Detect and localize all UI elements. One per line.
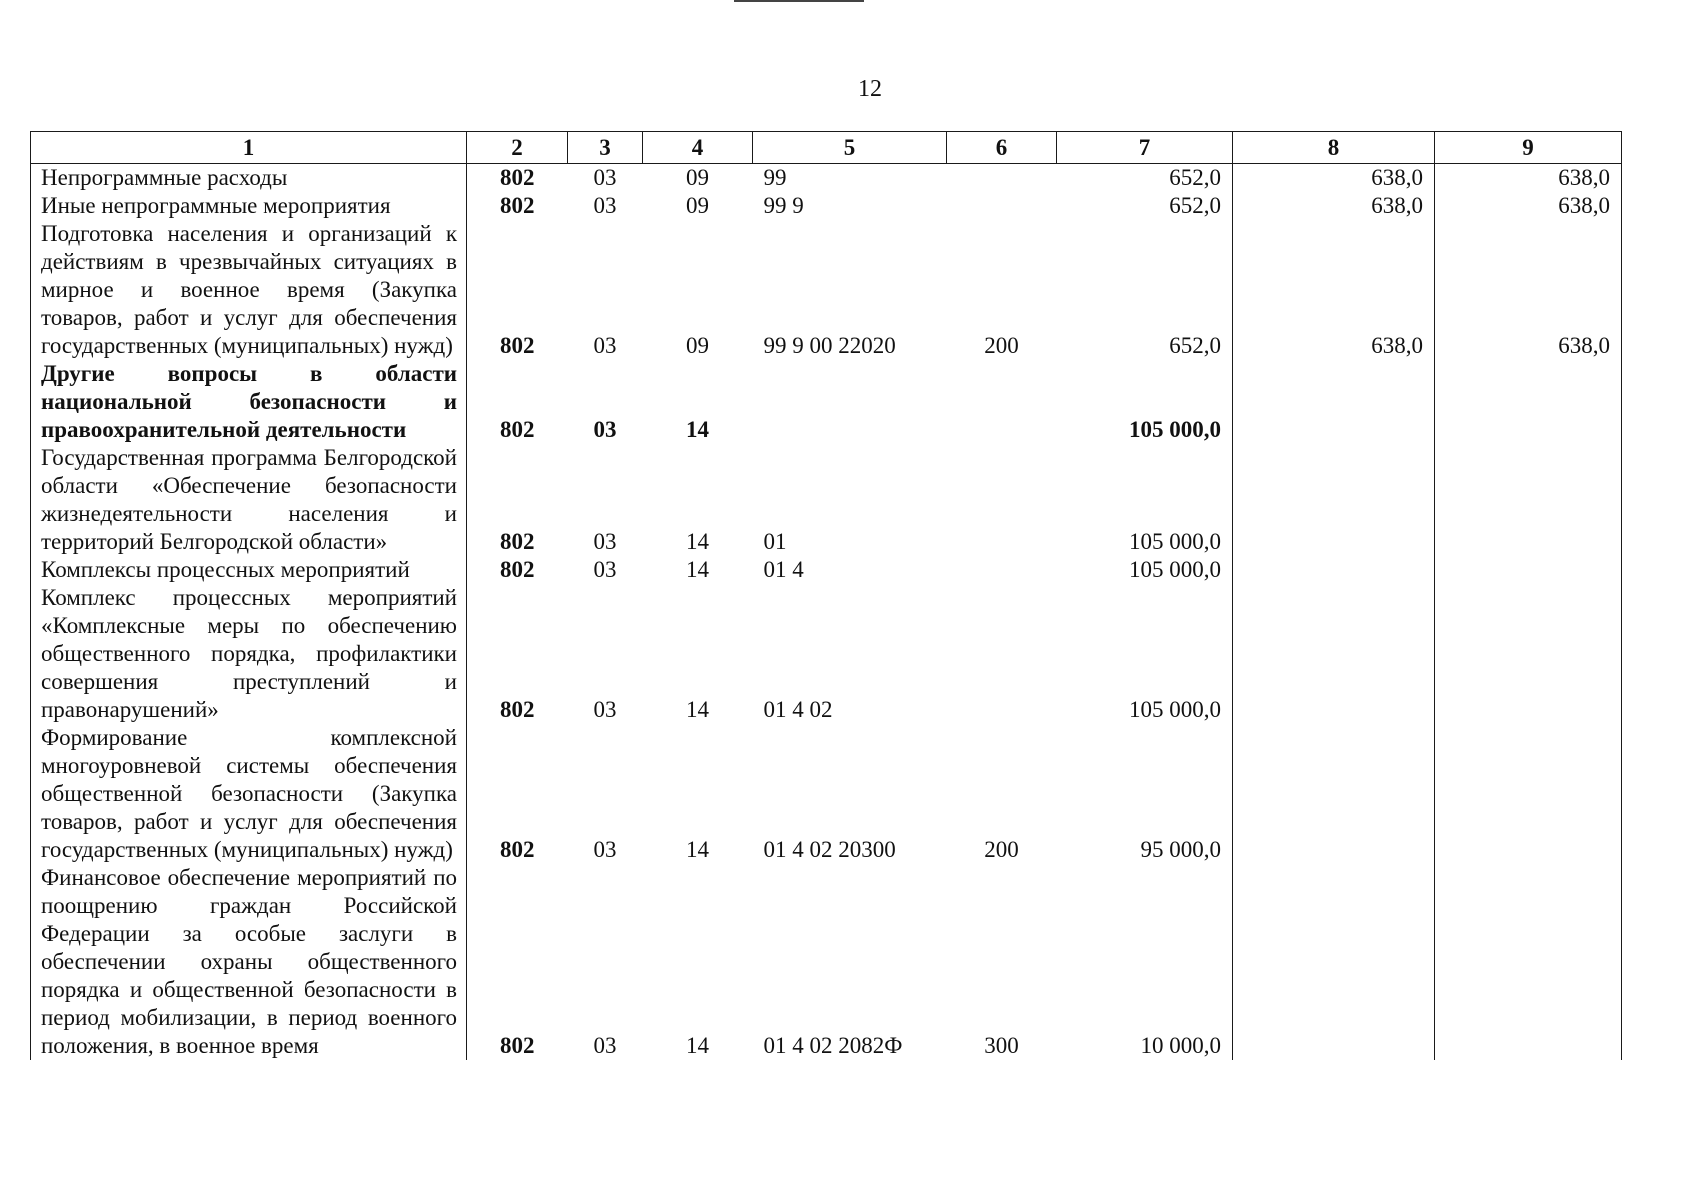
row-section: 03	[593, 697, 617, 722]
row-amount-year1: 105 000,0	[1057, 360, 1233, 444]
row-name: Иные непрограммные мероприятия	[31, 192, 467, 220]
row-section: 03	[593, 333, 617, 358]
column-header-7: 7	[1057, 132, 1233, 164]
row-expense-type	[947, 556, 1057, 584]
row-name: Финансовое обеспечение мероприятий по поощрению граждан Российской Федерации за особые заслуги в обеспечении охраны общественного порядка и общественной безопасности в период мобилизации, в период военного положения, в военное время	[31, 864, 467, 1060]
row-expense-type	[947, 192, 1057, 220]
row-subsection: 14	[686, 1033, 709, 1058]
row-target-article: 99 9 00 22020	[763, 333, 896, 358]
row-expense-type: 200	[984, 837, 1019, 862]
row-amount-year1: 105 000,0	[1057, 556, 1233, 584]
row-subsection: 09	[686, 165, 709, 190]
row-expense-type	[947, 360, 1057, 444]
row-name: Непрограммные расходы	[31, 164, 467, 193]
row-amount-year3: 638,0	[1435, 220, 1622, 360]
table-row	[31, 192, 1622, 220]
row-target-article: 01 4 02 2082Ф	[763, 1033, 903, 1058]
table-row	[31, 556, 1622, 584]
row-target-article: 99	[763, 165, 787, 190]
row-target-article: 99 9	[763, 193, 804, 218]
row-name: Государственная программа Белгородской области «Обеспечение безопасности жизнедеятельности населения и территорий Белгородской области»	[31, 444, 467, 556]
row-expense-type	[947, 584, 1057, 724]
row-amount-year2	[1233, 360, 1435, 444]
row-target-article: 01 4 02 20300	[763, 837, 896, 862]
table-row	[31, 164, 1622, 193]
row-section: 03	[593, 529, 617, 554]
row-amount-year3: 638,0	[1435, 192, 1622, 220]
table-row	[31, 724, 1622, 864]
column-header-9: 9	[1435, 132, 1622, 164]
row-grbs: 802	[500, 557, 535, 582]
row-target-article: 01	[763, 529, 787, 554]
table-row	[31, 220, 1622, 360]
row-amount-year1: 652,0	[1057, 220, 1233, 360]
row-name: Другие вопросы в области национальной безопасности и правоохранительной деятельности	[31, 360, 467, 444]
row-amount-year3	[1435, 444, 1622, 556]
row-grbs: 802	[500, 417, 535, 442]
page-number: 12	[858, 76, 882, 102]
row-subsection: 09	[686, 333, 709, 358]
row-section: 03	[593, 417, 617, 442]
row-amount-year2: 638,0	[1233, 192, 1435, 220]
row-amount-year3	[1435, 584, 1622, 724]
row-amount-year2	[1233, 724, 1435, 864]
row-subsection: 14	[686, 417, 709, 442]
row-subsection: 09	[686, 193, 709, 218]
column-header-1: 1	[31, 132, 467, 164]
row-grbs: 802	[500, 193, 535, 218]
row-grbs: 802	[500, 697, 535, 722]
row-expense-type	[947, 164, 1057, 193]
row-expense-type	[947, 444, 1057, 556]
budget-table	[30, 131, 1622, 1060]
row-grbs: 802	[500, 837, 535, 862]
table-row	[31, 360, 1622, 444]
row-name: Формирование комплексной многоуровневой системы обеспечения общественной безопасности (Закупка товаров, работ и услуг для обеспечения государственных (муниципальных) нужд)	[31, 724, 467, 864]
row-name: Подготовка населения и организаций к действиям в чрезвычайных ситуациях в мирное и военное время (Закупка товаров, работ и услуг для обеспечения государственных (муниципальных) нужд)	[31, 220, 467, 360]
row-grbs: 802	[500, 1033, 535, 1058]
row-amount-year2	[1233, 584, 1435, 724]
row-amount-year3	[1435, 556, 1622, 584]
row-grbs: 802	[500, 333, 535, 358]
column-header-3: 3	[568, 132, 643, 164]
row-amount-year2	[1233, 444, 1435, 556]
row-subsection: 14	[686, 529, 709, 554]
row-subsection: 14	[686, 697, 709, 722]
row-amount-year1: 10 000,0	[1057, 864, 1233, 1060]
row-amount-year2: 638,0	[1233, 220, 1435, 360]
row-amount-year3	[1435, 360, 1622, 444]
row-amount-year3	[1435, 724, 1622, 864]
row-amount-year2: 638,0	[1233, 164, 1435, 193]
column-header-8: 8	[1233, 132, 1435, 164]
row-target-article: 01 4 02	[763, 697, 833, 722]
row-expense-type: 300	[984, 1033, 1019, 1058]
row-grbs: 802	[500, 529, 535, 554]
row-section: 03	[593, 557, 617, 582]
table-header-row	[31, 132, 1622, 164]
row-target-article: 01 4	[763, 557, 804, 582]
row-amount-year1: 652,0	[1057, 192, 1233, 220]
budget-table-container	[30, 131, 1622, 1060]
row-section: 03	[593, 193, 617, 218]
table-row	[31, 864, 1622, 1060]
row-name: Комплекс процессных мероприятий «Комплексные меры по обеспечению общественного порядка, профилактики совершения преступлений и правонарушений»	[31, 584, 467, 724]
column-header-6: 6	[947, 132, 1057, 164]
row-subsection: 14	[686, 557, 709, 582]
column-header-4: 4	[643, 132, 753, 164]
column-header-5: 5	[753, 132, 947, 164]
row-amount-year3: 638,0	[1435, 164, 1622, 193]
row-amount-year1: 105 000,0	[1057, 444, 1233, 556]
column-header-2: 2	[467, 132, 568, 164]
header-rule	[734, 0, 864, 2]
table-row	[31, 444, 1622, 556]
row-amount-year2	[1233, 864, 1435, 1060]
row-section: 03	[593, 837, 617, 862]
row-section: 03	[593, 1033, 617, 1058]
row-amount-year1: 105 000,0	[1057, 584, 1233, 724]
row-amount-year2	[1233, 556, 1435, 584]
row-amount-year1: 95 000,0	[1057, 724, 1233, 864]
row-subsection: 14	[686, 837, 709, 862]
row-section: 03	[593, 165, 617, 190]
row-name: Комплексы процессных мероприятий	[31, 556, 467, 584]
row-expense-type: 200	[984, 333, 1019, 358]
row-target-article	[753, 360, 947, 444]
row-amount-year1: 652,0	[1057, 164, 1233, 193]
row-grbs: 802	[500, 165, 535, 190]
row-amount-year3	[1435, 864, 1622, 1060]
table-row	[31, 584, 1622, 724]
